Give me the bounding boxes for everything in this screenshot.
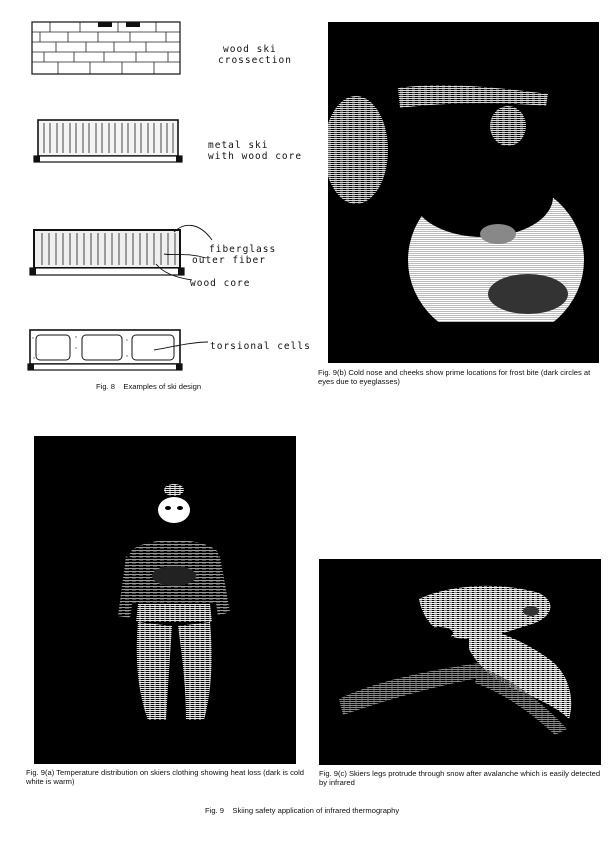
fig9-caption: Fig. 9 Skiing safety application of infrared thermography [205,806,400,815]
fig9b-caption: Fig. 9(b) Cold nose and cheeks show prime locations for frost bite (dark circles at eyes due to eyeglasses) [318,368,591,386]
fig9a-caption: Fig. 9(a) Temperature distribution on skiers clothing showing heat loss (dark is cold white is warm) [26,768,305,786]
metal-ski-label [208,140,302,162]
torsional-label [210,341,311,352]
metal-ski-label-line1: metal ski [208,140,269,151]
fig9c-caption: Fig. 9(c) Skiers legs protrude through snow after avalanche which is easily detected by infrared [319,769,601,787]
wood-ski-label [218,44,292,66]
wood-core-label-text: wood core [190,278,251,289]
wood-ski-label-line2: crossection [218,55,292,66]
face-thermogram [328,22,599,363]
torsional-label-text: torsional cells [210,341,311,352]
wood-core-label [190,278,250,289]
fiberglass-label-line2: outer fiber [192,255,266,266]
avalanche-thermogram [319,559,601,765]
torsional-ski-diagram [26,328,212,374]
wood-ski-diagram [28,18,184,80]
wood-ski-label-line1: wood ski [223,44,277,55]
fiberglass-label [192,244,277,266]
fiberglass-label-line1: fiberglass [209,244,277,255]
metal-ski-label-line2: with wood core [208,151,303,162]
skier-thermogram [34,436,296,764]
fig8-caption: Fig. 8 Examples of ski design [96,382,202,391]
metal-ski-diagram [30,116,186,168]
